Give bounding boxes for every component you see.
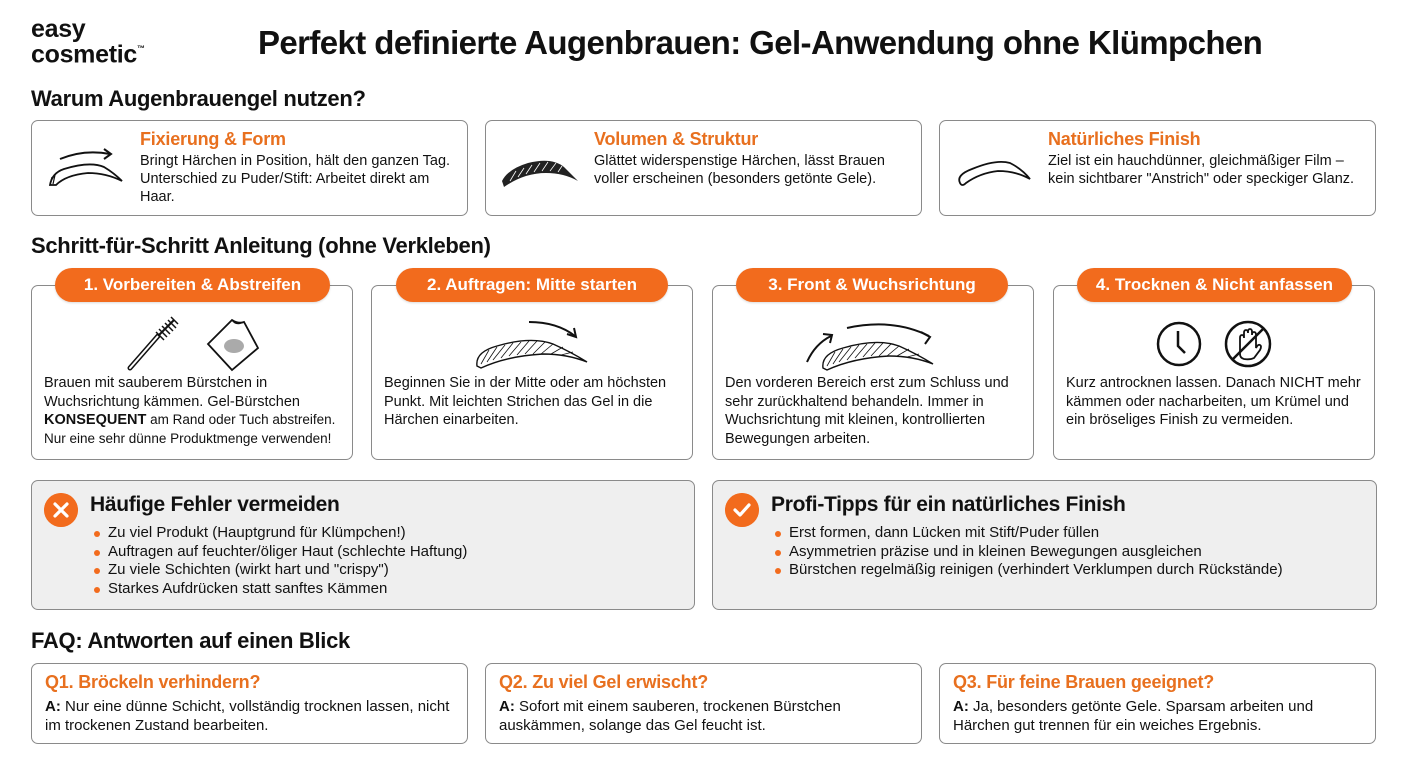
faq-question: Q1. Bröckeln verhindern? [45, 672, 261, 692]
list-item: Zu viel Produkt (Hauptgrund für Klümpchen!) [92, 524, 467, 543]
step-card-1 [31, 285, 353, 460]
why-card-title: Fixierung & Form [140, 129, 286, 149]
brand-logo [31, 15, 145, 69]
faq-answer: A: Nur eine dünne Schicht, vollständig trocknen lassen, nicht im trockenen Zustand bearbeiten. [45, 698, 450, 734]
clock-icon [1154, 319, 1204, 369]
faq-answer: A: Ja, besonders getönte Gele. Sparsam arbeiten und Härchen gut trennen für ein weiches Ergebnis. [953, 698, 1314, 734]
brand-line2: cosmetic [31, 40, 137, 69]
step-label-2: 2. Auftragen: Mitte starten [396, 268, 668, 302]
list-item: Auftragen auf feuchter/öliger Haut (schlechte Haftung) [92, 543, 467, 562]
faq-question: Q2. Zu viel Gel erwischt? [499, 672, 709, 692]
faq-card-3 [939, 663, 1376, 744]
mistakes-box [31, 480, 695, 610]
thin-brow-outline-icon [952, 137, 1032, 197]
why-card-text: Bringt Härchen in Position, hält den ganzen Tag. Unterschied zu Puder/Stift: Arbeitet direkt am Haar. [140, 153, 451, 205]
why-card-finish [939, 120, 1376, 216]
brow-double-arrow-icon [803, 314, 943, 374]
list-item: Asymmetrien präzise und in kleinen Bewegungen ausgleichen [773, 543, 1283, 562]
step-card-3 [712, 285, 1034, 460]
list-item: Erst formen, dann Lücken mit Stift/Puder füllen [773, 524, 1283, 543]
tips-title: Profi-Tipps für ein natürliches Finish [771, 493, 1126, 516]
brow-arrow-right-icon [467, 314, 597, 374]
faq-answer: A: Sofort mit einem sauberen, trockenen Bürstchen auskämmen, solange das Gel feucht ist. [499, 698, 841, 734]
step-card-2 [371, 285, 693, 460]
tips-box [712, 480, 1377, 610]
mistakes-list [92, 524, 467, 598]
list-item: Bürstchen regelmäßig reinigen (verhindert Verklumpen durch Rückstände) [773, 561, 1283, 580]
brow-outline-arrow-icon [44, 137, 124, 197]
x-circle-icon [44, 493, 78, 527]
step-text: Kurz antrocknen lassen. Danach NICHT mehr kämmen oder nacharbeiten, um Krümel und ein bröseliges Finish zu vermeiden. [1066, 375, 1361, 428]
mistakes-title: Häufige Fehler vermeiden [90, 493, 340, 516]
why-card-text: Ziel ist ein hauchdünner, gleichmäßiger Film – kein sichtbarer "Anstrich" oder speckiger Glanz. [1048, 153, 1355, 187]
faq-card-1 [31, 663, 468, 744]
step-card-4 [1053, 285, 1375, 460]
tissue-icon [202, 314, 262, 374]
why-card-fixierung [31, 120, 468, 216]
why-card-text: Glättet widerspenstige Härchen, lässt Brauen voller erscheinen (besonders getönte Gele). [594, 153, 885, 187]
check-circle-icon [725, 493, 759, 527]
spoolie-brush-icon [122, 314, 182, 374]
faq-question: Q3. Für feine Brauen geeignet? [953, 672, 1215, 692]
step-label-4: 4. Trocknen & Nicht anfassen [1077, 268, 1352, 302]
full-brow-icon [498, 137, 578, 197]
brand-line1: easy [31, 15, 86, 43]
faq-card-2 [485, 663, 922, 744]
step-label-3: 3. Front & Wuchsrichtung [736, 268, 1008, 302]
page-title: Perfekt definierte Augenbrauen: Gel-Anwendung ohne Klümpchen [258, 24, 1263, 61]
faq-heading: FAQ: Antworten auf einen Blick [31, 628, 350, 653]
step-label-1: 1. Vorbereiten & Abstreifen [55, 268, 330, 302]
step-text: Brauen mit sauberem Bürstchen in Wuchsrichtung kämmen. Gel-Bürstchen KONSEQUENT am Rand oder Tuch abstreifen. Nur eine sehr dünne Produktmenge verwenden! [44, 375, 336, 446]
list-item: Zu viele Schichten (wirkt hart und "crispy") [92, 561, 467, 580]
tips-list [773, 524, 1283, 580]
no-touch-hand-icon [1222, 318, 1274, 370]
trademark: ™ [137, 44, 145, 53]
why-card-volumen [485, 120, 922, 216]
emphasis: KONSEQUENT [44, 412, 147, 428]
steps-heading: Schritt-für-Schritt Anleitung (ohne Verkleben) [31, 233, 491, 258]
why-heading: Warum Augenbrauengel nutzen? [31, 86, 366, 111]
list-item: Starkes Aufdrücken statt sanftes Kämmen [92, 580, 467, 599]
why-card-title: Natürliches Finish [1048, 129, 1201, 149]
step-text: Beginnen Sie in der Mitte oder am höchsten Punkt. Mit leichten Strichen das Gel in die Härchen einarbeiten. [384, 375, 667, 428]
why-card-title: Volumen & Struktur [594, 129, 759, 149]
step-text: Den vorderen Bereich erst zum Schluss und sehr zurückhaltend behandeln. Immer in Wuchsrichtung mit kleinen, kontrollierten Bewegungen arbeiten. [725, 375, 1009, 447]
